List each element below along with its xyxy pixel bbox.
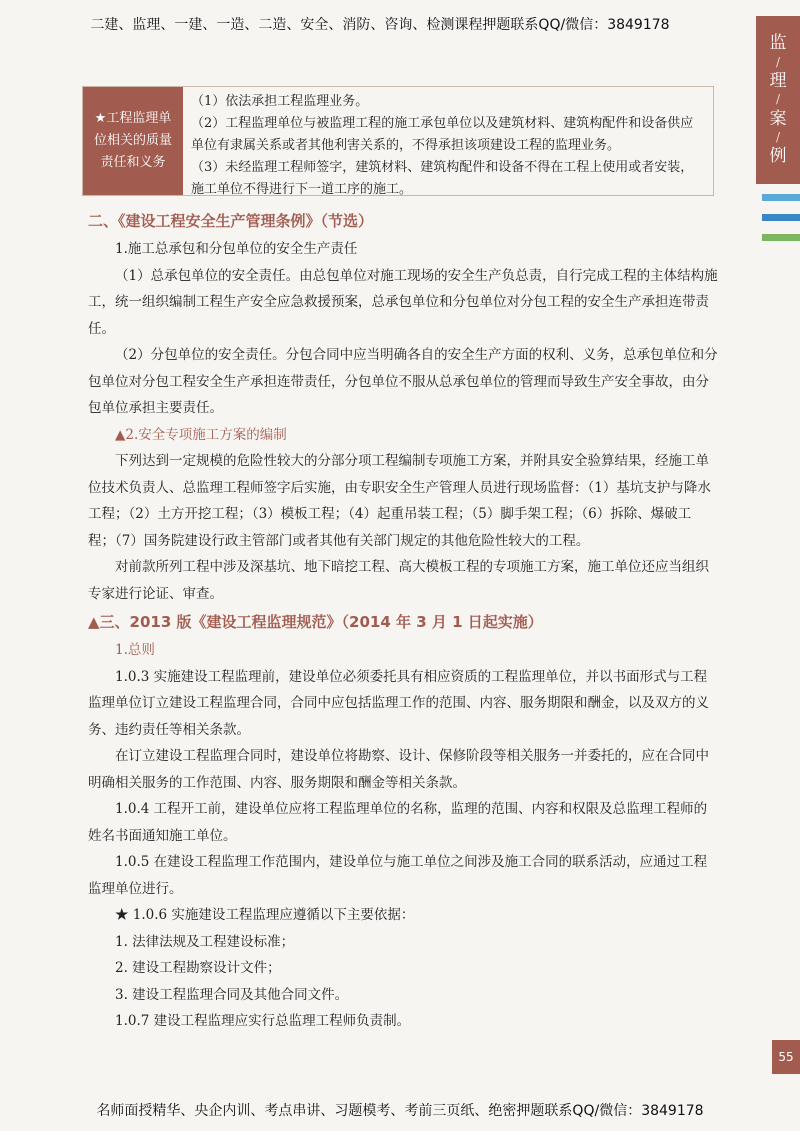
clause-1-0-6: ★ 1.0.6 实施建设工程监理应遵循以下主要依据： bbox=[115, 907, 415, 923]
main-content bbox=[88, 206, 718, 1035]
clause-1-0-4: 1.0.4 工程开工前，建设单位应将工程监理单位的名称，监理的范围、内容和权限及总监理工程师的姓名书面通知施工单位。 bbox=[88, 801, 708, 844]
duty-item: （2）工程监理单位与被监理工程的施工承包单位以及建筑材料、建筑构配件和设备供应单位有隶属关系或者其他利害关系的，不得承担该项建设工程的监理业务。 bbox=[191, 116, 694, 153]
section-3-1-title: 1.总则 bbox=[115, 642, 155, 658]
section-2-1-title: 1.施工总承包和分包单位的安全生产责任 bbox=[115, 241, 358, 257]
side-stripe-decoration bbox=[762, 214, 800, 221]
section-2-title: 二、《建设工程安全生产管理条例》（节选） bbox=[88, 212, 374, 230]
footer-ad-text: 名师面授精华、央企内训、考点串讲、习题模考、考前三页纸、绝密押题联系QQ/微信：3849178 bbox=[96, 1103, 704, 1119]
duty-table-items bbox=[183, 87, 713, 195]
paragraph: （1）总承包单位的安全责任。由总包单位对施工现场的安全生产负总责，自行完成工程的主体结构施工，统一组织编制工程生产安全应急救援预案，总承包单位和分包单位对分包工程的安全生产承担连带责任。 bbox=[88, 267, 718, 337]
paragraph: 在订立建设工程监理合同时，建设单位将勘察、设计、保修阶段等相关服务一并委托的，应在合同中明确相关服务的工作范围、内容、服务期限和酬金等相关条款。 bbox=[88, 748, 709, 791]
section-3-title: ▲三、2013 版《建设工程监理规范》（2014 年 3 月 1 日起实施） bbox=[88, 613, 543, 631]
header-ad-text: 二建、监理、一建、一造、二造、安全、消防、咨询、检测课程押题联系QQ/微信：3849178 bbox=[90, 17, 670, 33]
side-tab-char: 监 bbox=[769, 32, 787, 53]
page-number: 55 bbox=[772, 1040, 800, 1074]
side-stripe-decoration bbox=[762, 194, 800, 201]
duty-item: （1）依法承担工程监理业务。 bbox=[191, 94, 369, 109]
duty-table-label: ★工程监理单位相关的质量责任和义务 bbox=[83, 87, 183, 195]
side-tab-char: 理 bbox=[769, 70, 787, 91]
side-tab-char: 例 bbox=[769, 146, 787, 167]
clause-1-0-7: 1.0.7 建设工程监理应实行总监理工程师负责制。 bbox=[115, 1013, 411, 1029]
section-2-2-title: ▲2.安全专项施工方案的编制 bbox=[115, 426, 287, 443]
paragraph: 对前款所列工程中涉及深基坑、地下暗挖工程、高大模板工程的专项施工方案，施工单位还应当组织专家进行论证、审查。 bbox=[88, 559, 709, 602]
list-item: 1. 法律法规及工程建设标准； bbox=[115, 933, 295, 950]
paragraph: 下列达到一定规模的危险性较大的分部分项工程编制专项施工方案，并附具安全验算结果，经施工单位技术负责人、总监理工程师签字后实施，由专职安全生产管理人员进行现场监督：（1）基坑支护与降水工程；（2）土方开挖工程；（3）模板工程；（4）起重吊装工程；（5）脚手架工程；（6）拆除、爆破工程；（7）国务院建设行政主管部门或者其他有关部门规定的其他危险性较大的工程。 bbox=[88, 453, 711, 549]
duty-table bbox=[82, 86, 714, 196]
side-stripe-decoration bbox=[762, 234, 800, 241]
list-item: 2. 建设工程勘察设计文件； bbox=[115, 960, 281, 976]
side-tab-char: 案 bbox=[769, 108, 787, 129]
side-tab-separator: / bbox=[775, 92, 781, 107]
duty-item: （3）未经监理工程师签字，建筑材料、建筑构配件和设备不得在工程上使用或者安装，施工单位不得进行下一道工序的施工。 bbox=[191, 160, 694, 197]
section-side-tab bbox=[756, 16, 800, 184]
clause-1-0-5: 1.0.5 在建设工程监理工作范围内，建设单位与施工单位之间涉及施工合同的联系活动，应通过工程监理单位进行。 bbox=[88, 854, 708, 897]
side-tab-separator: / bbox=[775, 54, 781, 69]
list-item: 3. 建设工程监理合同及其他合同文件。 bbox=[115, 986, 349, 1003]
paragraph: （2）分包单位的安全责任。分包合同中应当明确各自的安全生产方面的权利、义务，总承包单位和分包单位对分包工程安全生产承担连带责任，分包单位不服从总承包单位的管理而导致生产安全事故，由分包单位承担主要责任。 bbox=[88, 347, 718, 416]
side-tab-separator: / bbox=[775, 130, 781, 145]
clause-1-0-3: 1.0.3 实施建设工程监理前，建设单位必须委托具有相应资质的工程监理单位，并以书面形式与工程监理单位订立建设工程监理合同，合同中应包括监理工作的范围、内容、服务期限和酬金，以及双方的义务、违约责任等相关条款。 bbox=[88, 668, 709, 738]
